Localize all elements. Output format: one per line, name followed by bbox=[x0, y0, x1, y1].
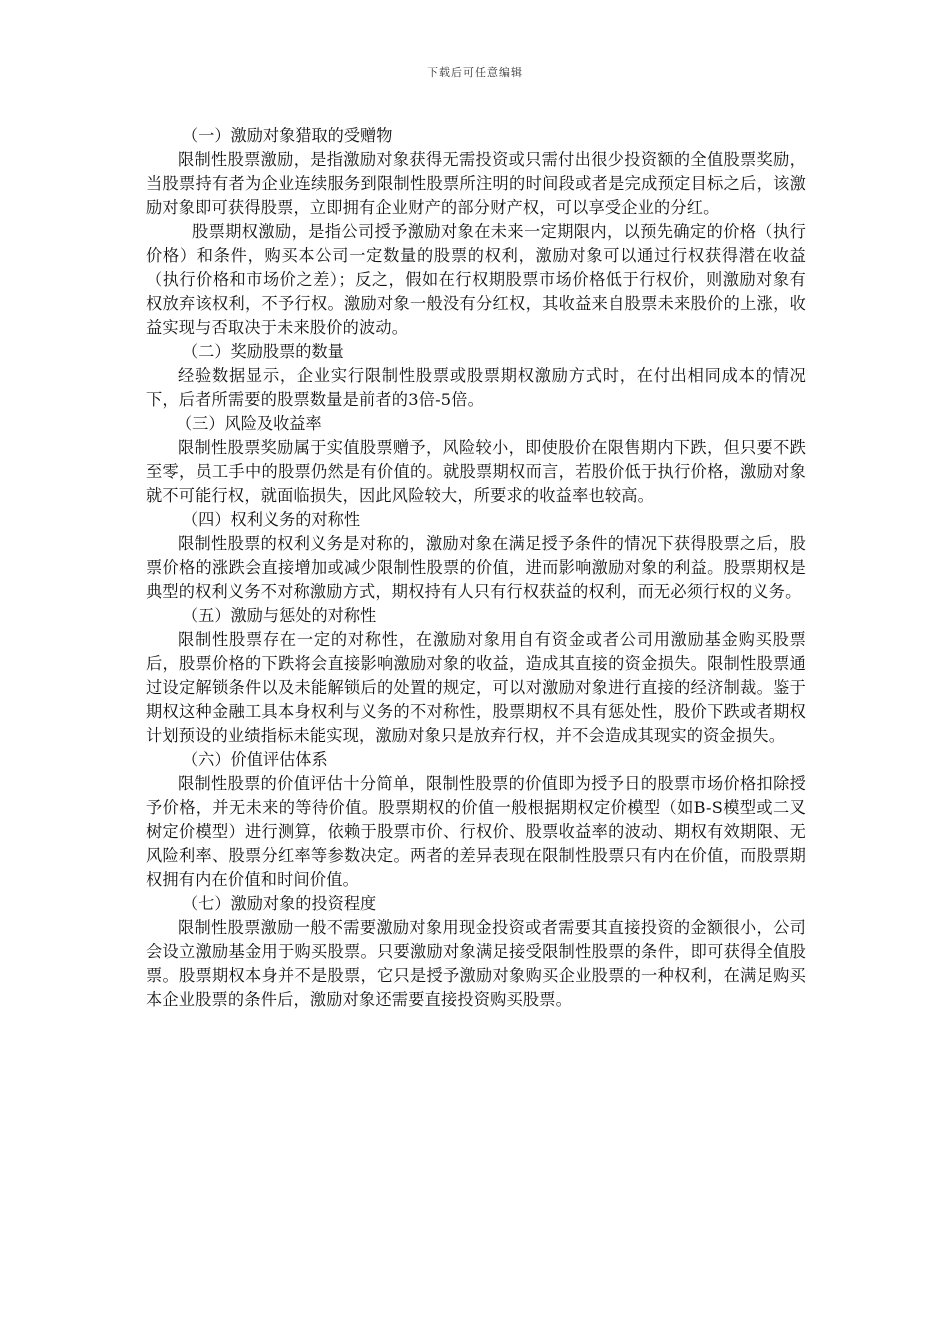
paragraph-rights-obligations: 限制性股票的权利义务是对称的，激励对象在满足授予条件的情况下获得股票之后，股票价格的涨跌会直接增加或减少限制性股票的价值，进而影响激励对象的利益。股票期权是典型的权利义务不对称激励方式，期权持有人只有行权获益的权利，而无必须行权的义务。 bbox=[146, 534, 806, 601]
section-title-1: （一）激励对象猎取的受赠物 bbox=[182, 126, 393, 145]
section-title-4: （四）权利义务的对称性 bbox=[182, 510, 361, 529]
section-title-7: （七）激励对象的投资程度 bbox=[182, 894, 377, 913]
section-title-6: （六）价值评估体系 bbox=[182, 750, 328, 769]
section-title-5: （五）激励与惩处的对称性 bbox=[182, 606, 377, 625]
paragraph-incentive-penalty: 限制性股票存在一定的对称性，在激励对象用自有资金或者公司用激励基金购买股票后，股票价格的下跌将会直接影响激励对象的收益，造成其直接的资金损失。限制性股票通过设定解锁条件以及未能解锁后的处置的规定，可以对激励对象进行直接的经济制裁。鉴于期权这种金融工具本身权利与义务的不对称性，股票期权不具有惩处性，股价下跌或者期权计划预设的业绩指标未能实现，激励对象只是放弃行权，并不会造成其现实的资金损失。 bbox=[146, 630, 806, 745]
page-header-note: 下载后可任意编辑 bbox=[427, 66, 523, 79]
paragraph-restricted-stock-definition: 限制性股票激励，是指激励对象获得无需投资或只需付出很少投资额的全值股票奖励，当股票持有者为企业连续服务到限制性股票所注明的时间段或者是完成预定目标之后，该激励对象即可获得股票，立即拥有企业财产的部分财产权，可以享受企业的分红。 bbox=[146, 150, 806, 217]
section-title-2: （二）奖励股票的数量 bbox=[182, 342, 344, 361]
paragraph-stock-quantity: 经验数据显示，企业实行限制性股票或股票期权激励方式时，在付出相同成本的情况下，后者所需要的股票数量是前者的3倍-5倍。 bbox=[146, 366, 806, 409]
section-title-3: （三）风险及收益率 bbox=[176, 414, 322, 433]
paragraph-stock-option-definition: 股票期权激励，是指公司授予激励对象在未来一定期限内，以预先确定的价格（执行价格）和条件，购买本公司一定数量的股票的权利，激励对象可以通过行权获得潜在收益（执行价格和市场价之差）；反之，假如在行权期股票市场价格低于行权价，则激励对象有权放弃该权利，不予行权。激励对象一般没有分红权，其收益来自股票未来股价的上涨，收益实现与否取决于未来股价的波动。 bbox=[146, 222, 806, 337]
paragraph-investment-degree: 限制性股票激励一般不需要激励对象用现金投资或者需要其直接投资的金额很小，公司会设立激励基金用于购买股票。只要激励对象满足接受限制性股票的条件，即可获得全值股票。股票期权本身并不是股票，它只是授予激励对象购买企业股票的一种权利，在满足购买本企业股票的条件后，激励对象还需要直接投资购买股票。 bbox=[146, 918, 806, 1009]
paragraph-risk-return: 限制性股票奖励属于实值股票赠予，风险较小，即使股价在限售期内下跌，但只要不跌至零，员工手中的股票仍然是有价值的。就股票期权而言，若股价低于执行价格，激励对象就不可能行权，就面临损失，因此风险较大，所要求的收益率也较高。 bbox=[146, 438, 806, 505]
document-body bbox=[146, 124, 806, 1012]
paragraph-valuation: 限制性股票的价值评估十分简单，限制性股票的价值即为授予日的股票市场价格扣除授予价格，并无未来的等待价值。股票期权的价值一般根据期权定价模型（如B-S模型或二叉树定价模型）进行测算，依赖于股票市价、行权价、股票收益率的波动、期权有效期限、无风险利率、股票分红率等参数决定。两者的差异表现在限制性股票只有内在价值，而股票期权拥有内在价值和时间价值。 bbox=[146, 774, 806, 889]
